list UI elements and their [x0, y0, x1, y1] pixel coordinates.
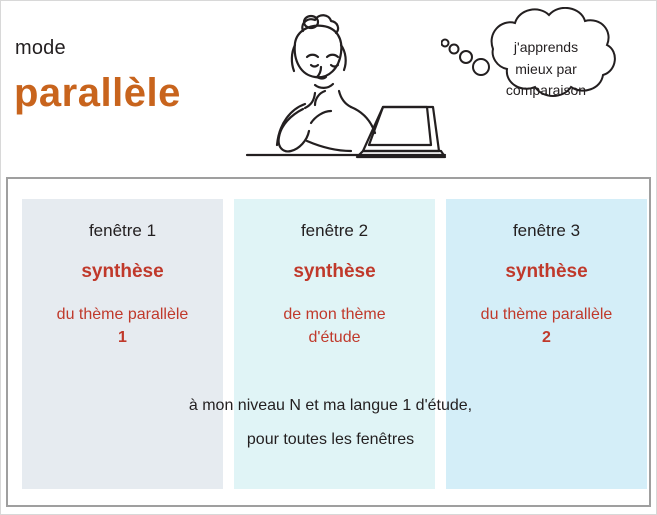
window-3-sub-line-2: 2 [542, 329, 551, 347]
window-1-title: fenêtre 1 [88, 221, 157, 240]
bubble-line-3: comparaison [505, 82, 587, 99]
window-2-subtitle [234, 303, 435, 349]
panel-footer-line-1: à mon niveau N et ma langue 1 d'étude, [188, 397, 473, 414]
parallel-mode-panel [6, 177, 651, 507]
windows-columns [8, 179, 649, 505]
window-2-sub-line-1: de mon thème [283, 306, 386, 323]
panel-footer-line-2: pour toutes les fenêtres [246, 431, 415, 448]
window-3-subtitle [446, 303, 647, 349]
window-3-synthesis: synthèse [505, 261, 588, 282]
mode-label: mode [15, 37, 66, 59]
window-2-title: fenêtre 2 [300, 221, 369, 240]
window-2-sub-line-2: d'étude [308, 329, 361, 347]
person-studying-at-laptop-icon [207, 5, 457, 175]
window-1-sub-line-1: du thème parallèle [56, 306, 189, 323]
page-title: parallèle [14, 71, 181, 115]
window-1-sub-line-2: 1 [118, 329, 127, 347]
window-1-subtitle [22, 303, 223, 349]
window-3-title: fenêtre 3 [512, 221, 581, 240]
bubble-line-1: j'apprends [513, 39, 579, 55]
window-1-synthesis: synthèse [81, 261, 164, 282]
bubble-line-2: mieux par [515, 60, 577, 77]
window-2-synthesis: synthèse [293, 261, 376, 282]
thought-bubble-text [471, 37, 621, 102]
window-3-sub-line-1: du thème parallèle [480, 306, 613, 323]
